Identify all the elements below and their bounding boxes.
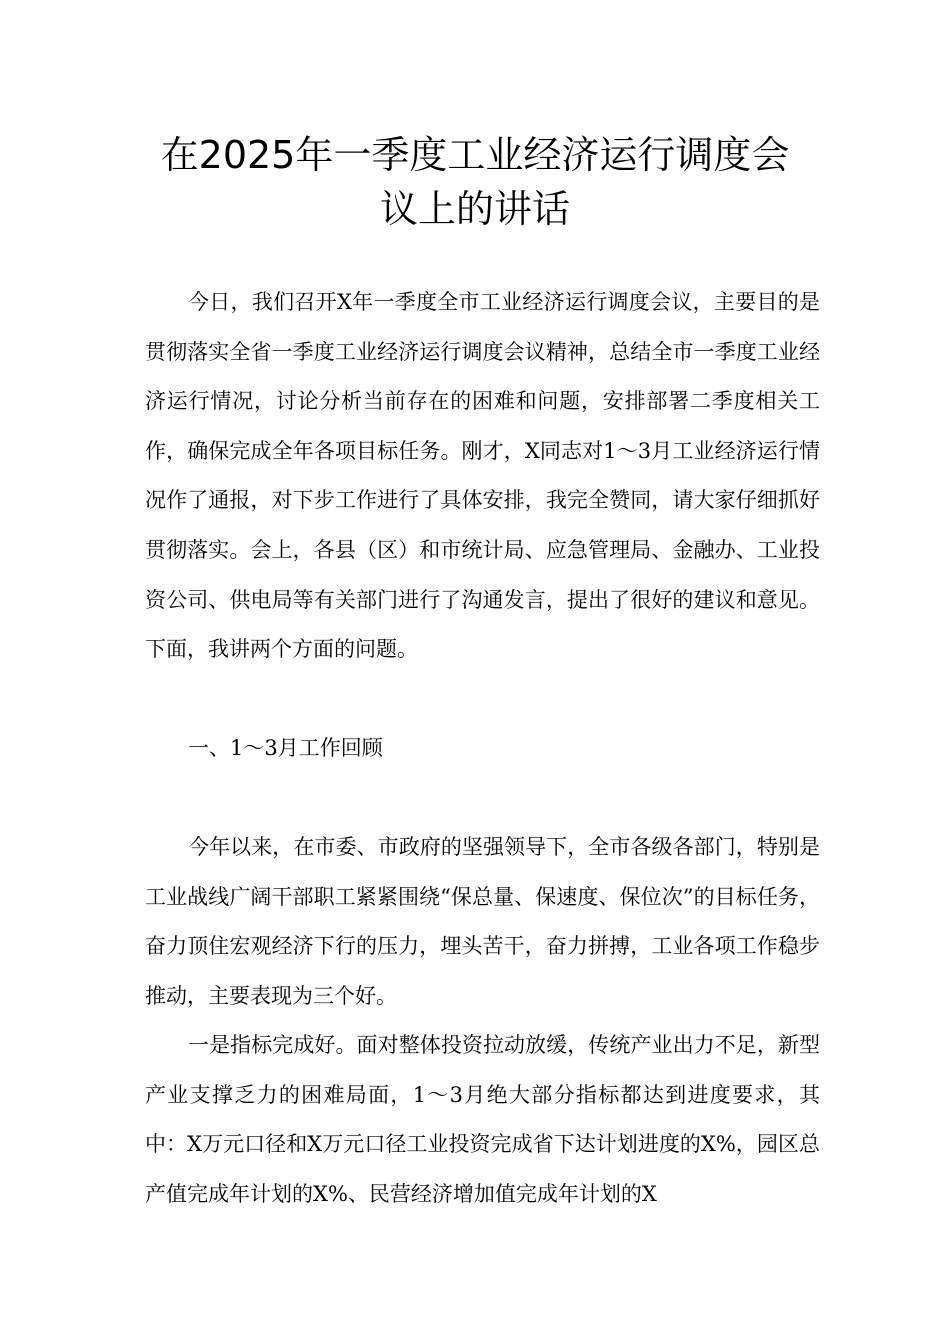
title-line-2: 议上的讲话: [379, 187, 570, 231]
section-heading-1: 一、1～3月工作回顾: [188, 736, 383, 760]
paragraph-review: 今年以来，在市委、市政府的坚强领导下，全市各级各部门，特别是工业战线广阔干部职工紧紧围绕“保总量、保速度、保位次”的目标任务，奋力顶住宏观经济下行的压力，埋头苦干，奋力拼搏，工业各项工作稳步推动，主要表现为三个好。: [145, 835, 820, 1008]
title-line-1: 在2025年一季度工业经济运行调度会: [160, 133, 790, 177]
document-title: [120, 128, 830, 236]
paragraph-intro: 今日，我们召开X年一季度全市工业经济运行调度会议，主要目的是贯彻落实全省一季度工业经济运行调度会议精神，总结全市一季度工业经济运行情况，讨论分析当前存在的困难和问题，安排部署二季度相关工作，确保完成全年各项目标任务。刚才，X同志对1～3月工业经济运行情况作了通报，对下步工作进行了具体安排，我完全赞同，请大家仔细抓好贯彻落实。会上，各县（区）和市统计局、应急管理局、金融办、工业投资公司、供电局等有关部门进行了沟通发言，提出了很好的建议和意见。下面，我讲两个方面的问题。: [145, 290, 820, 662]
paragraph-indicators: 一是指标完成好。面对整体投资拉动放缓，传统产业出力不足，新型产业支撑乏力的困难局面，1～3月绝大部分指标都达到进度要求，其中：X万元口径和X万元口径工业投资完成省下达计划进度的X%，园区总产值完成年计划的X%、民营经济增加值完成年计划的X: [145, 1033, 820, 1206]
